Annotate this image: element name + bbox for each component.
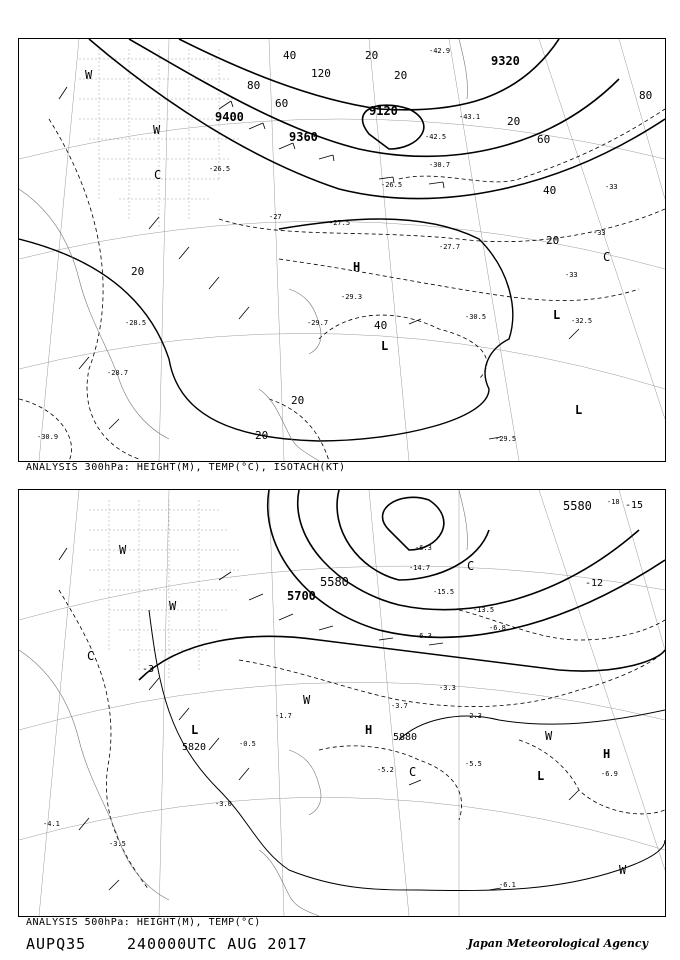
temp-label: -5.2 (377, 766, 394, 774)
temp-label: -42.5 (425, 133, 447, 141)
isotach-label: 40 (543, 184, 557, 197)
height-label: 5580 (320, 575, 349, 589)
low-marker: L (381, 339, 389, 353)
warm-marker: W (303, 693, 311, 707)
graticule (19, 490, 665, 916)
isotach-label: 20 (546, 234, 560, 247)
temp-label: -6.9 (601, 770, 618, 778)
temp-label: -13.5 (473, 606, 495, 614)
isotach-label: 20 (507, 115, 521, 128)
height-label: 5880 (393, 732, 418, 743)
temp-label: -42.9 (429, 47, 451, 55)
isotach-label: 60 (275, 97, 289, 110)
temp-label: -6.3 (415, 544, 432, 552)
warm-marker: W (85, 68, 93, 82)
height-contours (89, 39, 665, 198)
temp-label: -33 (565, 271, 578, 279)
temp-label: -30.9 (37, 433, 59, 441)
height-label: 9120 (369, 104, 398, 118)
map-500hpa-svg (19, 490, 665, 916)
cold-marker: C (409, 765, 417, 779)
temp-label: -6.1 (499, 881, 516, 889)
temp-label: -2.3 (465, 712, 482, 720)
isotach-label: 80 (639, 89, 653, 102)
isotach-label: 20 (394, 69, 408, 82)
isotach-label: 20 (291, 394, 305, 407)
warm-marker: W (153, 123, 161, 137)
cold-marker: C (154, 168, 162, 182)
temp-label: -30.7 (429, 161, 451, 169)
cold-marker: C (603, 250, 611, 264)
temperature-labels (43, 498, 643, 889)
warm-marker: W (119, 543, 127, 557)
temp-label: -3.7 (391, 702, 408, 710)
isotach-label: 20 (131, 265, 145, 278)
temp-label: -18 (607, 498, 620, 506)
height-label: 9320 (491, 54, 520, 68)
isotach-label: 40 (283, 49, 297, 62)
isotherms (59, 590, 665, 890)
warm-marker: W (169, 599, 177, 613)
low-marker: L (537, 769, 545, 783)
temp-label: -29.5 (495, 435, 517, 443)
temp-label: -29.3 (341, 293, 363, 301)
low-marker: L (575, 403, 583, 417)
isotach-20 (19, 219, 513, 441)
high-marker: H (353, 260, 361, 274)
height-label: 5700 (287, 589, 316, 603)
temp-label: -26.5 (381, 181, 403, 189)
temp-label: -29.7 (307, 319, 329, 327)
cold-marker: C (467, 559, 475, 573)
caption-300hpa: ANALYSIS 300hPa: HEIGHT(M), TEMP(°C), ISOTACH(KT) (26, 462, 346, 473)
height-label: 5580 (563, 499, 592, 513)
temp-label: -32.5 (571, 317, 593, 325)
caption-500hpa: ANALYSIS 500hPa: HEIGHT(M), TEMP(°C) (26, 917, 261, 928)
warm-marker: W (619, 863, 627, 877)
land-hatch (89, 500, 239, 680)
temp-label: -27.5 (329, 219, 351, 227)
temp-label: -33 (593, 229, 606, 237)
map-panel-300hpa (18, 38, 666, 462)
height-label: 9360 (289, 130, 318, 144)
low-marker: L (553, 308, 561, 322)
temp-label: -3 (142, 664, 155, 675)
isotach-label: 80 (247, 79, 261, 92)
analysis-time: 240000UTC AUG 2017 (127, 935, 308, 953)
warm-marker: W (545, 729, 553, 743)
pressure-centers (85, 68, 610, 417)
land-hatch (79, 49, 239, 229)
isotach-label: 60 (537, 133, 551, 146)
temp-label: -28.5 (125, 319, 147, 327)
temp-label: -3.0 (215, 800, 232, 808)
high-marker: H (365, 723, 373, 737)
temp-label: -27.7 (439, 243, 461, 251)
temp-label: -5.5 (465, 760, 482, 768)
temp-label: -6.8 (489, 624, 506, 632)
wind-barbs (59, 87, 579, 439)
isotach-label: 20 (365, 49, 379, 62)
map-panel-500hpa (18, 489, 666, 917)
height-label: 9400 (215, 110, 244, 124)
temp-label: -0.5 (239, 740, 256, 748)
isotach-label: 120 (311, 67, 331, 80)
temp-label: -33 (605, 183, 618, 191)
temp-label: -12 (585, 578, 604, 589)
height-contours-thin (149, 610, 665, 891)
temperature-labels (37, 47, 618, 443)
contour-labels (182, 499, 592, 753)
low-marker: L (191, 723, 199, 737)
temp-label: -15.5 (433, 588, 455, 596)
height-label: 5820 (182, 742, 207, 753)
temp-label: -27 (269, 213, 282, 221)
temp-label: -43.1 (459, 113, 481, 121)
agency-name: Japan Meteorological Agency (467, 937, 648, 950)
contour-labels (131, 49, 652, 442)
temp-label: -30.5 (465, 313, 487, 321)
pressure-centers (87, 543, 627, 877)
isotach-label: 40 (374, 319, 388, 332)
temp-label: -15 (625, 500, 644, 511)
chart-code: AUPQ35 (26, 935, 87, 953)
temp-label: -6.3 (415, 632, 432, 640)
isotach-label: 20 (255, 429, 269, 442)
temp-label: -3.3 (439, 684, 456, 692)
temp-label: -14.7 (409, 564, 431, 572)
map-300hpa-svg (19, 39, 665, 461)
isotherms (19, 109, 665, 461)
high-marker: H (603, 747, 611, 761)
temp-label: -1.7 (275, 712, 292, 720)
temp-label: -4.1 (43, 820, 60, 828)
temp-label: -28.7 (107, 369, 129, 377)
cold-marker: C (87, 649, 95, 663)
temp-label: -26.5 (209, 165, 231, 173)
temp-label: -3.5 (109, 840, 126, 848)
